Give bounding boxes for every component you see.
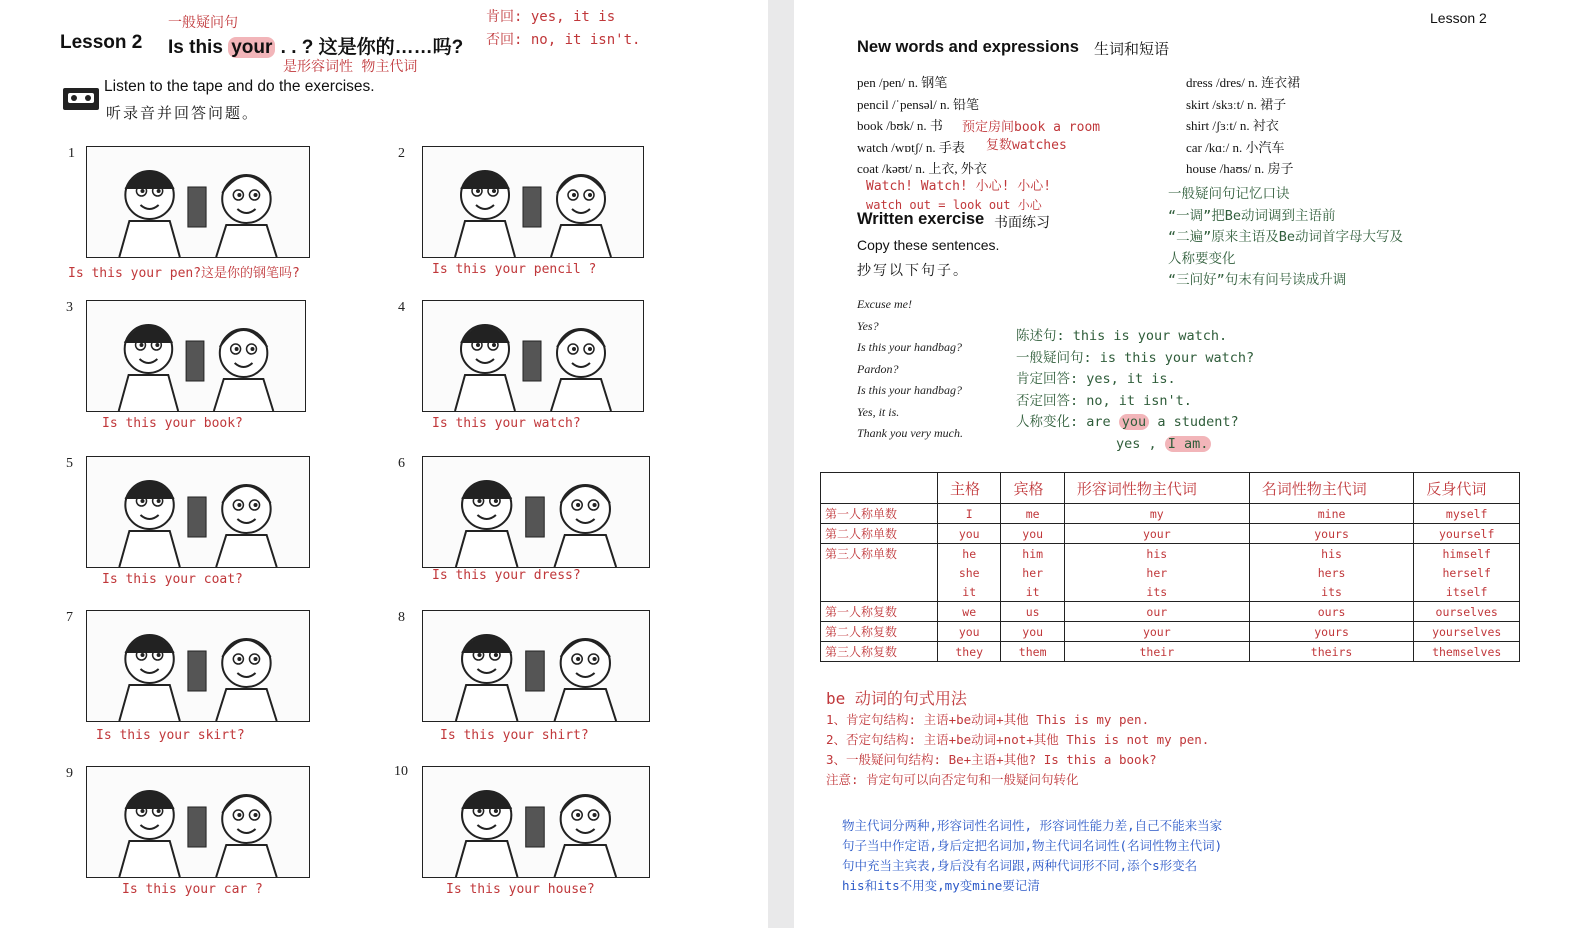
vocab-item: pen /pen/ n. 钢笔	[857, 75, 948, 90]
vocab-item: shirt /ʃɜːt/ n. 衬衣	[1186, 118, 1279, 133]
memo-line: “二遍”原来主语及Be动词首字母大写及	[1168, 229, 1404, 245]
table-cell: ourselves	[1414, 602, 1520, 622]
vocab-item: pencil /ˈpensəl/ n. 铅笔	[857, 96, 980, 112]
copy-line: Is this your handbag?	[857, 383, 962, 397]
table-cell: it	[1001, 582, 1064, 602]
vocab-item: watch /wɒtʃ/ n. 手表	[857, 139, 965, 155]
person-change-label: 人称变化:	[1016, 414, 1079, 430]
cartoon-illustration	[86, 766, 310, 878]
table-cell: them	[1001, 642, 1064, 662]
row-label	[821, 563, 938, 582]
vocab-item: book /bʊk/ n. 书	[857, 118, 943, 133]
picture-number: 5	[66, 456, 73, 471]
memo-line: 一般疑问句记忆口诀	[1168, 186, 1290, 202]
be-heading: be 动词的句式用法	[826, 689, 967, 708]
picture-number: 1	[68, 146, 75, 161]
memo-line: “三问好”句末有问号读成升调	[1168, 272, 1347, 288]
blue-line: 句中充当主宾表,身后没有名词跟,两种代词形不同,添个s形变名	[842, 858, 1198, 873]
table-cell: his	[1064, 544, 1249, 564]
table-cell: their	[1064, 642, 1249, 662]
instruction-en: Listen to the tape and do the exercises.	[104, 78, 375, 95]
vocab-heading: New words and expressions	[857, 38, 1079, 56]
vocab-list-right	[1186, 72, 1300, 180]
table-cell: you	[1001, 622, 1064, 642]
row-label: 第一人称单数	[821, 504, 938, 524]
right-page	[794, 0, 1572, 928]
copy-line: Pardon?	[857, 361, 899, 376]
picture-caption: Is this your dress?	[432, 568, 581, 583]
table-row	[821, 504, 1520, 524]
table-row	[821, 602, 1520, 622]
table-row	[821, 642, 1520, 662]
table-cell: your	[1064, 524, 1249, 544]
row-label: 第一人称复数	[821, 602, 938, 622]
instruction-cn: 听录音并回答问题。	[106, 104, 260, 122]
table-cell: his	[1249, 544, 1414, 564]
picture-number: 3	[66, 300, 73, 315]
possessive-notes	[842, 816, 1222, 896]
table-cell: they	[938, 642, 1001, 662]
table-header: 主格	[938, 473, 1001, 504]
note-watch-out: Watch! Watch! 小心! 小心!	[866, 179, 1052, 194]
vocab-item: coat /kəʊt/ n. 上衣, 外衣	[857, 161, 987, 176]
table-cell: it	[938, 582, 1001, 602]
note-adjective-pronoun: 是形容词性 物主代词	[283, 59, 418, 75]
title-pre: Is this	[168, 37, 229, 58]
table-cell: myself	[1414, 504, 1520, 524]
picture-number: 4	[398, 300, 405, 315]
table-cell: your	[1064, 622, 1249, 642]
copy-sentences	[857, 294, 963, 445]
copy-line: Yes, it is.	[857, 404, 900, 419]
lesson-label-right: Lesson 2	[1430, 10, 1487, 26]
picture-caption: Is this your coat?	[102, 572, 243, 587]
cartoon-illustration	[86, 300, 306, 412]
table-cell: you	[1001, 524, 1064, 544]
table-cell: she	[938, 563, 1001, 582]
table-cell: her	[1064, 563, 1249, 582]
answer-pre: yes ,	[1116, 435, 1157, 452]
blue-line: 句子当中作定语,身后定把名词加,物主代词名词性(名词性物主代词)	[842, 838, 1223, 853]
blue-line: his和its不用变,my变mine要记清	[842, 878, 1040, 893]
be-rule-line: 1、肯定句结构: 主语+be动词+其他 This is my pen.	[826, 712, 1150, 727]
table-cell: yours	[1249, 524, 1414, 544]
memo-line: “一调”把Be动词调到主语前	[1168, 207, 1336, 224]
copy-line: Is this your handbag?	[857, 340, 962, 354]
cartoon-illustration	[86, 610, 310, 722]
vocab-item: dress /dres/ n. 连衣裙	[1186, 75, 1301, 90]
picture-number: 10	[394, 764, 408, 779]
table-header-row	[821, 473, 1520, 504]
grammar-line: 肯定回答: yes, it is.	[1016, 371, 1176, 387]
person-change-highlight: you	[1119, 414, 1149, 430]
copy-instruction-en: Copy these sentences.	[857, 237, 1000, 253]
table-cell: yours	[1249, 622, 1414, 642]
picture-caption: Is this your book?	[102, 416, 243, 431]
left-page	[0, 0, 768, 928]
table-cell: us	[1001, 602, 1064, 622]
cartoon-illustration	[422, 456, 650, 568]
picture-number: 2	[398, 146, 405, 161]
table-row	[821, 524, 1520, 544]
table-cell: its	[1064, 582, 1249, 602]
person-change-answer	[1016, 434, 1254, 456]
table-cell: we	[938, 602, 1001, 622]
be-rule-line: 2、否定句结构: 主语+be动词+not+其他 This is not my pen.	[826, 732, 1210, 747]
table-cell: my	[1064, 504, 1249, 524]
row-label: 第三人称复数	[821, 642, 938, 662]
row-label: 第二人称复数	[821, 622, 938, 642]
blue-line: 物主代词分两种,形容词性名词性, 形容词性能力差,自己不能来当家	[842, 818, 1223, 833]
table-header: 宾格	[1001, 473, 1064, 504]
picture-number: 9	[66, 766, 73, 781]
be-rule-line: 注意: 肯定句可以向否定句和一般疑问句转化	[826, 772, 1079, 787]
cartoon-illustration	[422, 610, 650, 722]
note-watches: 复数watches	[986, 138, 1067, 153]
be-rule-line: 3、一般疑问句结构: Be+主语+其他? Is this a book?	[826, 752, 1157, 767]
table-header: 反身代词	[1414, 473, 1520, 504]
copy-line: Thank you very much.	[857, 426, 963, 440]
picture-number: 7	[66, 610, 73, 625]
grammar-line: 否定回答: no, it isn't.	[1016, 392, 1192, 409]
table-header: 形容词性物主代词	[1064, 473, 1249, 504]
table-header: 名词性物主代词	[1249, 473, 1414, 504]
person-change-line	[1016, 412, 1254, 434]
table-cell: themselves	[1414, 642, 1520, 662]
picture-caption: Is this your car ?	[122, 882, 263, 897]
written-heading: Written exercise	[857, 210, 985, 228]
table-corner	[821, 473, 938, 504]
vocab-item: skirt /skɜːt/ n. 裙子	[1186, 96, 1287, 112]
picture-caption: Is this your skirt?	[96, 728, 245, 743]
row-label: 第三人称单数	[821, 544, 938, 564]
lesson-title	[168, 32, 463, 59]
table-cell: herself	[1414, 563, 1520, 582]
vocab-item: house /haʊs/ n. 房子	[1186, 161, 1294, 176]
table-cell: theirs	[1249, 642, 1414, 662]
title-highlight: your	[228, 37, 275, 58]
cartoon-illustration	[86, 146, 310, 258]
person-change-pre: are	[1086, 414, 1119, 430]
title-post: . . ? 这是你的……吗?	[275, 37, 464, 58]
note-question-type: 一般疑问句	[168, 15, 238, 31]
person-change-post: a student?	[1149, 414, 1239, 430]
lesson-label: Lesson 2	[60, 32, 143, 53]
table-cell: our	[1064, 602, 1249, 622]
picture-number: 8	[398, 610, 405, 625]
picture-caption: Is this your house?	[446, 882, 595, 897]
table-cell: mine	[1249, 504, 1414, 524]
note-book-room: 预定房间book a room	[962, 120, 1101, 135]
row-label	[821, 582, 938, 602]
table-body	[821, 504, 1520, 662]
table-cell: he	[938, 544, 1001, 564]
table-cell: him	[1001, 544, 1064, 564]
picture-caption: Is this your pencil ?	[432, 262, 597, 277]
table-cell: ours	[1249, 602, 1414, 622]
note-watch-look-out: watch out = look out 小心	[866, 198, 1042, 212]
copy-instruction-cn: 抄写以下句子。	[857, 263, 969, 279]
answer-highlight: I am.	[1165, 436, 1212, 452]
memo-line: 人称要变化	[1168, 250, 1236, 267]
grammar-line: 陈述句: this is your watch.	[1016, 328, 1228, 344]
table-cell: yourself	[1414, 524, 1520, 544]
note-no-answer: 否回: no, it isn't.	[486, 32, 641, 48]
table-row	[821, 622, 1520, 642]
picture-number: 6	[398, 456, 405, 471]
table-cell: you	[938, 524, 1001, 544]
copy-line: Excuse me!	[857, 297, 912, 311]
table-row	[821, 582, 1520, 602]
table-cell: himself	[1414, 544, 1520, 564]
copy-line: Yes?	[857, 318, 879, 333]
table-row	[821, 563, 1520, 582]
be-rules	[826, 710, 1209, 790]
grammar-line: 一般疑问句: is this your watch?	[1016, 349, 1255, 366]
memo-notes	[1168, 184, 1403, 292]
picture-caption: Is this your pen?这是你的钢笔吗?	[68, 266, 300, 281]
table-cell: I	[938, 504, 1001, 524]
cartoon-illustration	[86, 456, 310, 568]
cassette-tape-icon	[62, 86, 100, 112]
table-cell: its	[1249, 582, 1414, 602]
picture-caption: Is this your shirt?	[440, 728, 589, 743]
cartoon-illustration	[422, 300, 644, 412]
table-cell: me	[1001, 504, 1064, 524]
vocab-heading-cn: 生词和短语	[1094, 40, 1170, 58]
picture-caption: Is this your watch?	[432, 416, 581, 431]
written-heading-cn: 书面练习	[994, 215, 1050, 231]
table-row	[821, 544, 1520, 564]
vocab-item: car /kɑː/ n. 小汽车	[1186, 139, 1285, 155]
table-cell: yourselves	[1414, 622, 1520, 642]
table-cell: you	[938, 622, 1001, 642]
table-cell: hers	[1249, 563, 1414, 582]
cartoon-illustration	[422, 766, 650, 878]
cartoon-illustration	[422, 146, 644, 258]
pronoun-table	[820, 472, 1520, 662]
table-cell: itself	[1414, 582, 1520, 602]
row-label: 第二人称单数	[821, 524, 938, 544]
grammar-notes	[1016, 326, 1254, 455]
note-yes-answer: 肯回: yes, it is	[486, 9, 616, 25]
table-cell: her	[1001, 563, 1064, 582]
